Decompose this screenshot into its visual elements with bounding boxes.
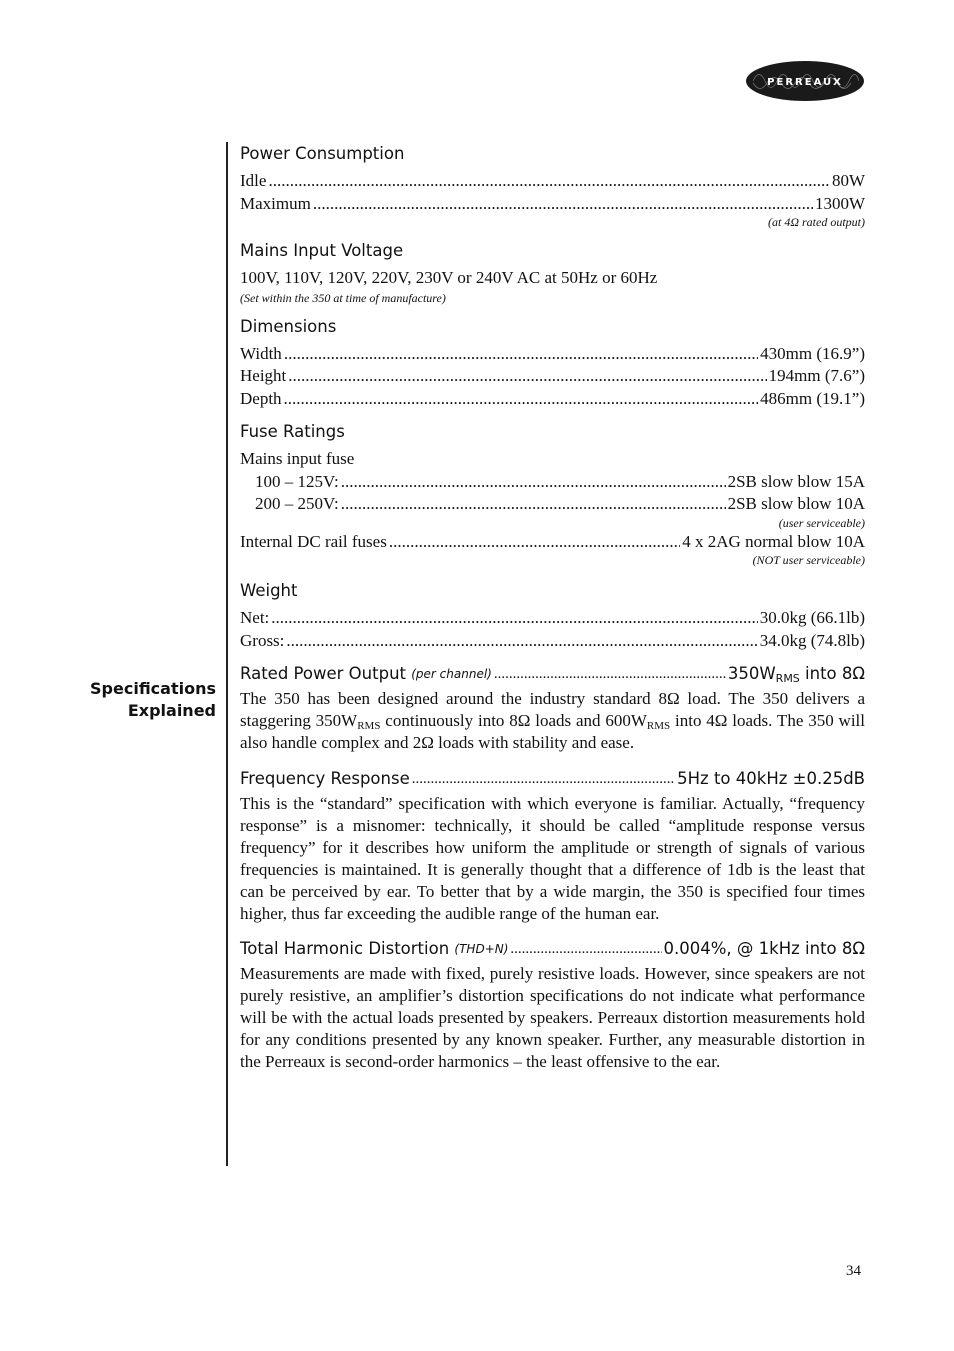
- side-heading: [60, 678, 216, 722]
- freq-section: [240, 767, 865, 925]
- margin-rule: [226, 142, 228, 1166]
- weight-net-row: Net: ..... 30.0kg (66.1lb): [240, 607, 865, 630]
- freq-value: 5Hz to 40kHz ±0.25dB: [677, 769, 865, 788]
- power-heading: Power Consumption: [240, 144, 405, 163]
- weight-gross-row: Gross: ..... 34.0kg (74.8lb): [240, 630, 865, 653]
- freq-paragraph: This is the “standard” specification with which everyone is familiar. Actually, “frequency response” is a misnomer: technically, it should be called “amplitude response versus frequency” for it describes how uniform the amplitude or strength of signals of various frequencies is maintained. It is generally thought that a difference of 1db is the least that can be perceived by ear. To better that by a wide margin, the 350 is specified four times higher, thus far exceeding the audible range of the human ear.: [240, 794, 865, 923]
- power-idle-row: Idle ..... 80W: [240, 170, 865, 193]
- fuse-note2: (NOT user serviceable): [752, 553, 865, 567]
- mains-section: [240, 240, 865, 306]
- rated-value: $350W_{RMS}$ into 8Ω: [727, 664, 865, 685]
- mains-heading: Mains Input Voltage: [240, 241, 404, 260]
- fuse-dc-row: Internal DC rail fuses ..... 4 x 2AG normal blow 10A: [240, 531, 865, 554]
- fuse-note1: (user serviceable): [778, 515, 865, 530]
- fuse-range1-row: 100 – 125V: ..... 2SB slow blow 15A: [240, 471, 865, 494]
- rated-heading-row: [240, 662, 865, 686]
- mains-text: 100V, 110V, 120V, 220V, 230V or 240V AC at 50Hz or 60Hz: [240, 268, 658, 287]
- mains-note: (Set within the 350 at time of manufacture): [240, 290, 446, 305]
- power-max-row: Maximum ..... 1300W: [240, 193, 865, 216]
- dim-depth-row: Depth ..... 486mm (19.1”): [240, 388, 865, 411]
- weight-heading: Weight: [240, 581, 298, 600]
- rated-qualifier: (per channel): [411, 667, 492, 681]
- spec-content: [240, 142, 865, 1073]
- thd-paragraph: Measurements are made with fixed, purely resistive loads. However, since speakers are not purely resistive, an amplifier’s distortion specifications do not indicate what performance will be with the actual loads presented by speakers. Perreaux distortion measurements hold for any conditions presented by any known speaker. Further, any measurable distortion in the Perreaux is second-order harmonics – the least offensive to the ear.: [240, 964, 865, 1071]
- dimensions-section: [240, 316, 865, 411]
- fuses-heading: Fuse Ratings: [240, 422, 345, 441]
- thd-qualifier: (THD+N): [454, 942, 509, 956]
- rated-section: [240, 662, 865, 754]
- rated-heading: Rated Power Output: [240, 664, 406, 683]
- dim-width-row: Width ..... 430mm (16.9”): [240, 343, 865, 366]
- page-number: 34: [846, 1263, 861, 1279]
- perreaux-logo: [745, 60, 865, 102]
- thd-heading-row: [240, 937, 865, 961]
- side-heading-line2: Explained: [127, 701, 216, 720]
- dim-height-row: Height ..... 194mm (7.6”): [240, 365, 865, 388]
- weight-section: [240, 580, 865, 652]
- svg-text:PERREAUX: PERREAUX: [767, 77, 843, 88]
- fuses-section: [240, 421, 865, 568]
- freq-heading: Frequency Response: [240, 769, 410, 788]
- thd-section: [240, 937, 865, 1073]
- dimensions-heading: Dimensions: [240, 316, 337, 336]
- side-heading-line1: Specifications: [90, 679, 216, 698]
- thd-heading: Total Harmonic Distortion: [240, 939, 450, 958]
- freq-heading-row: [240, 767, 865, 791]
- power-section: [240, 143, 865, 230]
- rated-paragraph: The 350 has been designed around the industry standard 8Ω load. The 350 delivers a staggering $350W_{RMS}$ continuously into 8Ω loads and $600W_{RMS}$ into 4Ω loads. The 350 will also handle complex and 2Ω loads with stability and ease.: [240, 689, 865, 752]
- power-note: (at 4Ω rated output): [767, 215, 865, 229]
- fuses-mains-label: Mains input fuse: [240, 449, 355, 468]
- thd-value: 0.004%, @ 1kHz into 8Ω: [663, 939, 865, 958]
- fuse-range2-row: 200 – 250V: ..... 2SB slow blow 10A: [240, 493, 865, 516]
